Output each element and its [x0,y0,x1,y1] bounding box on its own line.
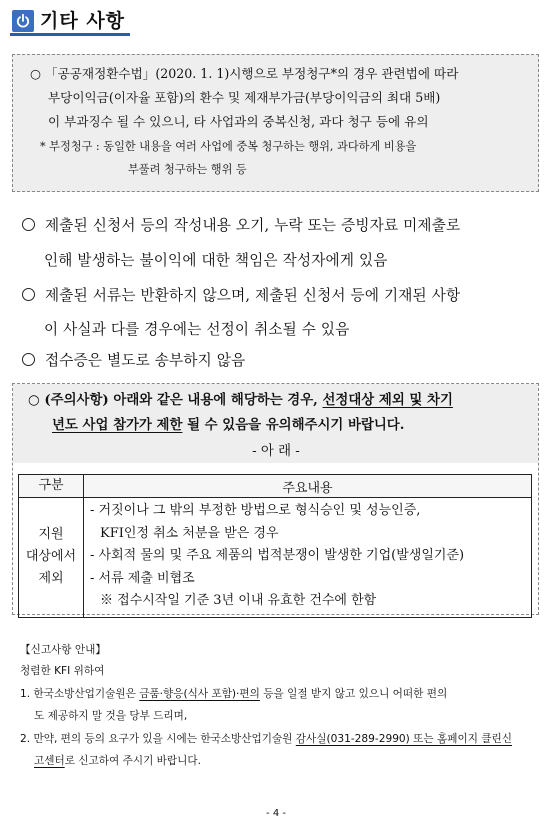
list-item: 제출된 서류는 반환하지 않으며, 제출된 신청서 등에 기재된 사항 [22,280,460,312]
page-number: - 4 - [266,808,286,819]
circle-bullet-icon [22,218,35,231]
circle-bullet-icon [22,288,35,301]
table-category-cell: 지원 대상에서 제외 [19,498,84,618]
table-header-content: 주요내용 [84,475,532,498]
report-item2: 2. 만약, 편의 등의 요구가 있을 시에는 한국소방산업기술원 감사실(031-289-2990) 또는 홈페이지 클린신 [20,733,513,745]
section-header [10,8,130,36]
report-item1-continuation: 도 제공하지 말 것을 당부 드리며, [34,710,188,722]
exclusion-table [18,474,532,618]
header-underline [10,33,130,36]
report-title: 【신고사항 안내】 [20,644,106,656]
report-item1: 1. 한국소방산업기술원은 금품·향응(식사 포함)·편의 등을 일절 받지 않고 있으니 어떠한 편의 [20,688,448,700]
list-item-continuation: 인해 발생하는 불이익에 대한 책임은 작성자에게 있음 [44,252,388,269]
list-item: 접수증은 별도로 송부하지 않음 [22,345,245,377]
report-subtitle: 청렴한 KFI 위하여 [20,665,105,677]
table-row [19,498,532,618]
notice1-footnote1: * 부정청구 : 동일한 내용을 여러 사업에 중복 청구하는 행위, 과다하게 비용을 [40,140,417,153]
caution-line1: ○ (주의사항) 아래와 같은 내용에 해당하는 경우, 선정대상 제외 및 차기 [28,392,453,408]
report-item2-continuation: 고센터로 신고하여 주시기 바랍니다. [34,755,201,767]
table-content-cell: - 거짓이나 그 밖의 부정한 방법으로 형식승인 및 성능인증, KFI인정 취소 처분을 받은 경우 - 사회적 물의 및 주요 제품의 법적분쟁이 발생한 기업(발생일기준) - 서류 제출 비협조 ※ 접수시작일 기준 3년 이내 유효한 건수에 한함 [84,498,532,618]
table-header-category: 구분 [19,475,84,498]
caution-line2: 년도 사업 참가가 제한 될 수 있음을 유의해주시기 바랍니다. [52,417,405,433]
circle-bullet-icon [22,353,35,366]
section-title: 기타 사항 [40,10,126,32]
caution-center-heading: - 아 래 - [252,444,300,459]
notice1-line2: 부당이익금(이자율 포함)의 환수 및 제재부가금(부당이익금의 최대 5배) [48,90,441,105]
notice1-line1: ○ 「공공재정환수법」(2020. 1. 1)시행으로 부정청구*의 경우 관련법에 따라 [30,66,459,81]
notice1-footnote2: 부풀려 청구하는 행위 등 [128,163,247,176]
notice1-line3: 이 부과징수 될 수 있으니, 타 사업과의 중복신청, 과다 청구 등에 유의 [48,114,429,129]
list-item: 제출된 신청서 등의 작성내용 오기, 누락 또는 증빙자료 미제출로 [22,210,460,242]
table-header-row [19,475,532,498]
power-icon [12,10,34,32]
list-item-continuation: 이 사실과 다를 경우에는 선정이 취소될 수 있음 [44,321,350,338]
